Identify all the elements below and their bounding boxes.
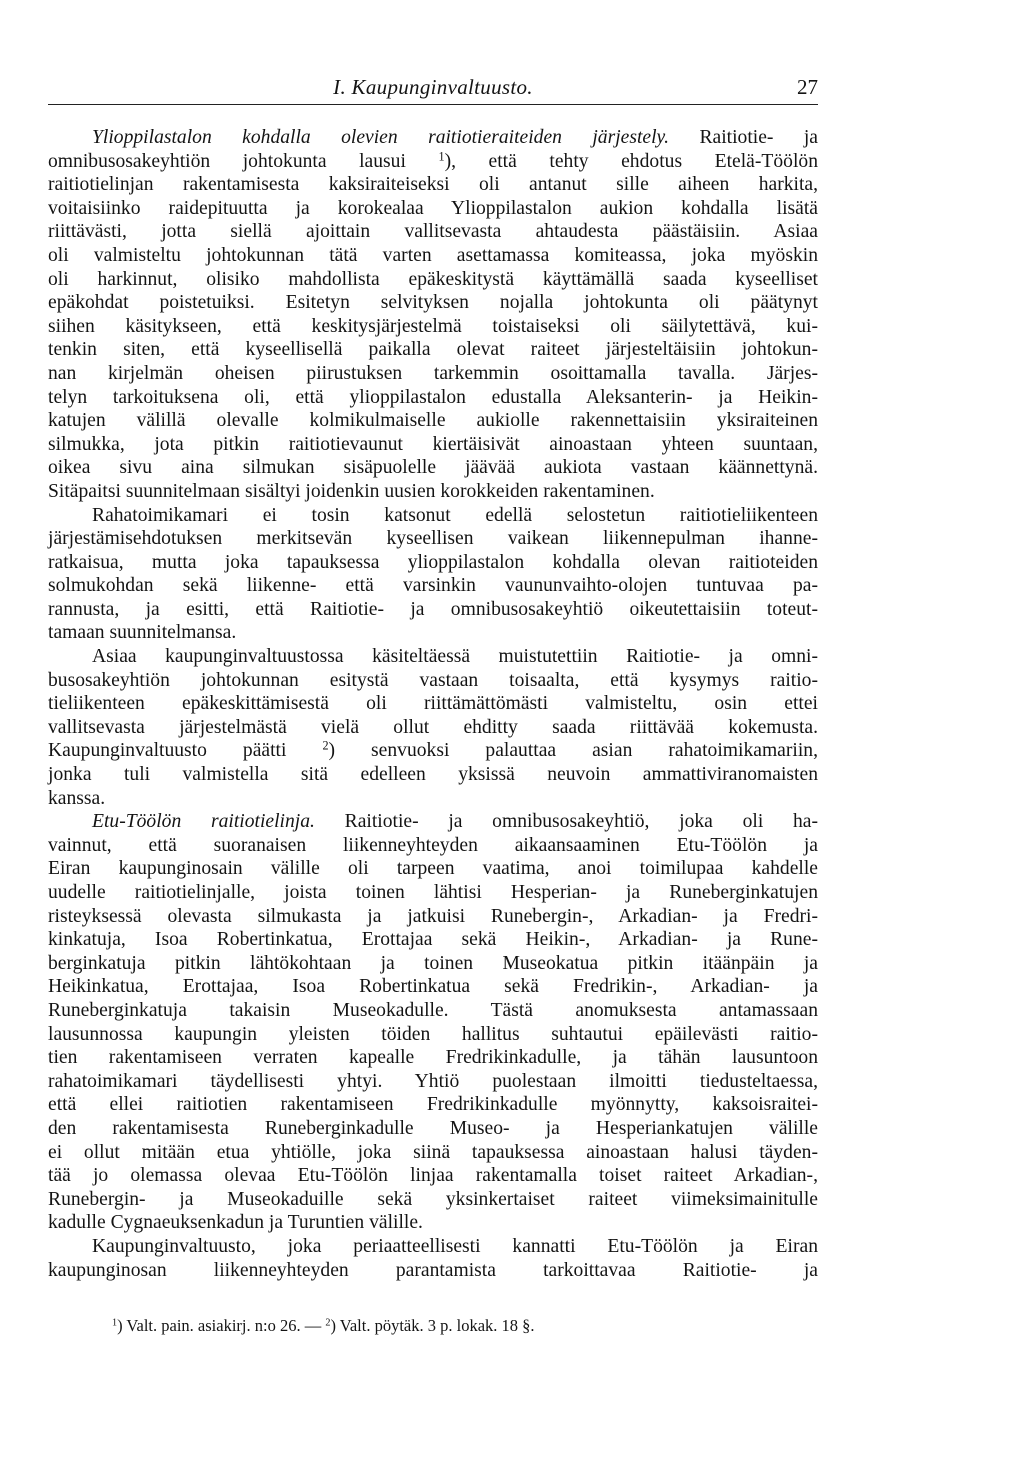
text-line: kaupunginosan liikenneyhteyden parantamista tarkoittavaa Raitiotie- ja <box>48 1259 818 1281</box>
text-line: että ellei raitiotien rakentamiseen Fredrikinkadulle myönnytty, kaksoisraitei- <box>48 1094 818 1116</box>
text-line: Runebergin- ja Museokaduille sekä yksinkertaiset raiteet viimeksimainitulle <box>48 1188 818 1210</box>
text-line: katujen välillä olevalle kolmikulmaiselle aukiolle rakennettaisiin yksiraiteinen <box>48 410 818 432</box>
text-line: solmukohdan sekä liikenne- että varsinkin vaununvaihto-olojen tuntuvaa pa- <box>48 575 818 597</box>
text-line: tieliikenteen epäkeskittämisestä oli riittämättömästi valmisteltu, osin ettei <box>48 693 818 715</box>
text-line: telyn tarkoituksena oli, että ylioppilastalon edustalla Aleksanterin- ja Heikin- <box>48 386 818 408</box>
body-text <box>48 126 818 1282</box>
text-line: kinkatuja, Isoa Robertinkatua, Erottajaa sekä Heikin-, Arkadian- ja Rune- <box>48 929 818 951</box>
text-line: voitaisiinko raidepituutta ja korokealaa Ylioppilastalon aukion kohdalla lisätä <box>48 197 818 219</box>
text-line: Sitäpaitsi suunnitelmaan sisältyi joidenkin uusien korokkeiden rakentaminen. <box>48 480 655 502</box>
text-line: rahatoimikamari täydellisesti yhtyi. Yhtiö puolestaan ilmoitti tiedusteltaessa, <box>48 1070 818 1092</box>
text-line: silmukka, jota pitkin raitiotievaunut kiertäisivät ainoastaan yhteen suuntaan, <box>48 433 818 455</box>
text-line: kadulle Cygnaeuksenkadun ja Turuntien välille. <box>48 1212 423 1234</box>
text-line: den rakentamisesta Runeberginkadulle Museo- ja Hesperiankatujen välille <box>48 1117 818 1139</box>
text-line: rannusta, ja esitti, että Raitiotie- ja omnibusosakeyhtiö oikeutettaisiin toteut- <box>48 598 818 620</box>
text-line: Ylioppilastalon kohdalla olevien raitiotieraiteiden järjestely. Raitiotie- ja <box>92 127 818 148</box>
text-line: Kaupunginvaltuusto, joka periaatteellisesti kannatti Etu-Töölön ja Eiran <box>92 1235 818 1257</box>
text-line: vallitsevasta järjestelmästä vielä ollut ehditty saada riittävää kokemusta. <box>48 716 818 738</box>
text-line: epäkohdat poistetuiksi. Esitetyn selvityksen nojalla johtokunta oli päätynyt <box>48 292 818 314</box>
text-line: tamaan suunnitelmansa. <box>48 622 237 644</box>
text-line: berginkatuja pitkin lähtökohtaan ja toinen Museokatua pitkin itäänpäin ja <box>48 952 818 974</box>
text-line: oli valmisteltu johtokunnan tätä varten asettamassa komiteassa, joka myöskin <box>48 244 818 266</box>
text-line: Runeberginkatuja takaisin Museokadulle. Tästä anomuksesta antamassaan <box>48 999 818 1021</box>
text-line: busosakeyhtiön johtokunnan esitystä vastaan toisaalta, että kysymys raitio- <box>48 669 818 691</box>
text-line: riittävästi, jotta siellä ajoittain vallitsevasta ahtaudesta päästäisiin. Asiaa <box>48 221 818 243</box>
text-line: Kaupunginvaltuusto päätti $^2$) senvuoksi palauttaa asian rahatoimikamariin, <box>48 738 818 762</box>
footnote-mark: 1 <box>112 1317 118 1329</box>
text-line: oikea sivu aina silmukan sisäpuolelle jäävää aukiota vastaan käännettynä. <box>48 457 818 479</box>
text-line: jonka tuli valmistella sitä edelleen yksissä neuvoin ammattiviranomaisten <box>48 764 818 786</box>
section-heading: Ylioppilastalon kohdalla olevien raitiotieraiteiden järjestely. <box>92 127 670 148</box>
text-line: siihen käsitykseen, että keskitysjärjestelmä toistaiseksi oli säilytettävä, kui- <box>48 315 818 337</box>
text-line: vainnut, että suoranaisen liikenneyhteyden aikaansaaminen Etu-Töölön ja <box>48 834 818 856</box>
text-line: kanssa. <box>48 787 106 809</box>
text-line: oli harkinnut, olisiko mahdollista epäkeskitystä käyttämällä saada kyseelliset <box>48 268 818 290</box>
text-line: tenkin siten, että kyseellisellä paikalla olevat raiteet järjesteltäisiin johtokun- <box>48 339 818 361</box>
text-line: raitiotielinjan rakentamisesta kaksiraiteiseksi oli antanut sille aiheen harkita, <box>48 174 818 196</box>
text-line: Heikinkatua, Erottajaa, Isoa Robertinkatua sekä Fredrikin-, Arkadian- ja <box>48 976 818 998</box>
text-line: uudelle raitiotielinjalle, joista toinen lähtisi Hesperian- ja Runeberginkatujen <box>48 882 818 903</box>
footnote-mark: 2 <box>325 1317 331 1329</box>
footnote-ref: 2 <box>322 738 329 753</box>
text-line: nan kirjelmän oheisen piirustuksen tarkemmin osoittamalla tavalla. Järjes- <box>48 362 818 384</box>
text-line: Rahatoimikamari ei tosin katsonut edellä selostetun raitiotieliikenteen <box>92 504 818 526</box>
text-line: ratkaisua, mutta joka tapauksessa ylioppilastalon kohdalla olevan raitioteiden <box>48 551 818 573</box>
text-line: lausunnossa kaupungin yleisten töiden hallitus suhtautui epäilevästi raitio- <box>48 1023 818 1045</box>
text-line: risteyksessä olevasta silmukasta ja jatkuisi Runebergin-, Arkadian- ja Fredri- <box>48 905 818 927</box>
text-line: Eiran kaupunginosain välille oli tarpeen vaatima, anoi toimilupaa kahdelle <box>48 858 818 880</box>
text-line: tää jo olemassa olevaa Etu-Töölön linjaa rakentamalla toiset raiteet Arkadian-, <box>48 1165 818 1187</box>
chapter-title: I. Kaupunginvaltuusto. <box>333 75 533 99</box>
text-line: omnibusosakeyhtiön johtokunta lausui $^1$), että tehty ehdotus Etelä-Töölön <box>48 148 818 172</box>
footnotes <box>112 1313 812 1339</box>
running-head <box>48 72 818 102</box>
text-line: Asiaa kaupunginvaltuustossa käsiteltäessä muistutettiin Raitiotie- ja omni- <box>92 646 818 668</box>
footnote-2: ) Valt. pöytäk. 3 p. lokak. 18 §. <box>330 1316 535 1335</box>
header-rule <box>48 104 818 105</box>
text-line: Etu-Töölön raitiotielinja. Raitiotie- ja omnibusosakeyhtiö, joka oli ha- <box>92 811 818 833</box>
text-line: järjestämisehdotuksen merkitsevän kyseellisen vaikean liikennepulman ihanne- <box>48 528 818 550</box>
footnote-ref: 1 <box>438 148 445 163</box>
footnote-1: ) Valt. pain. asiakirj. n:o 26. — <box>117 1316 326 1335</box>
page-number: 27 <box>797 75 818 99</box>
text-line: tien rakentamiseen verraten kapealle Fredrikinkadulle, ja tähän lausuntoon <box>48 1047 818 1069</box>
section-heading: Etu-Töölön raitiotielinja. <box>92 811 315 833</box>
text-line: ei ollut mitään etua yhtiölle, joka siinä tapauksessa ainoastaan halusi täyden- <box>48 1141 818 1163</box>
